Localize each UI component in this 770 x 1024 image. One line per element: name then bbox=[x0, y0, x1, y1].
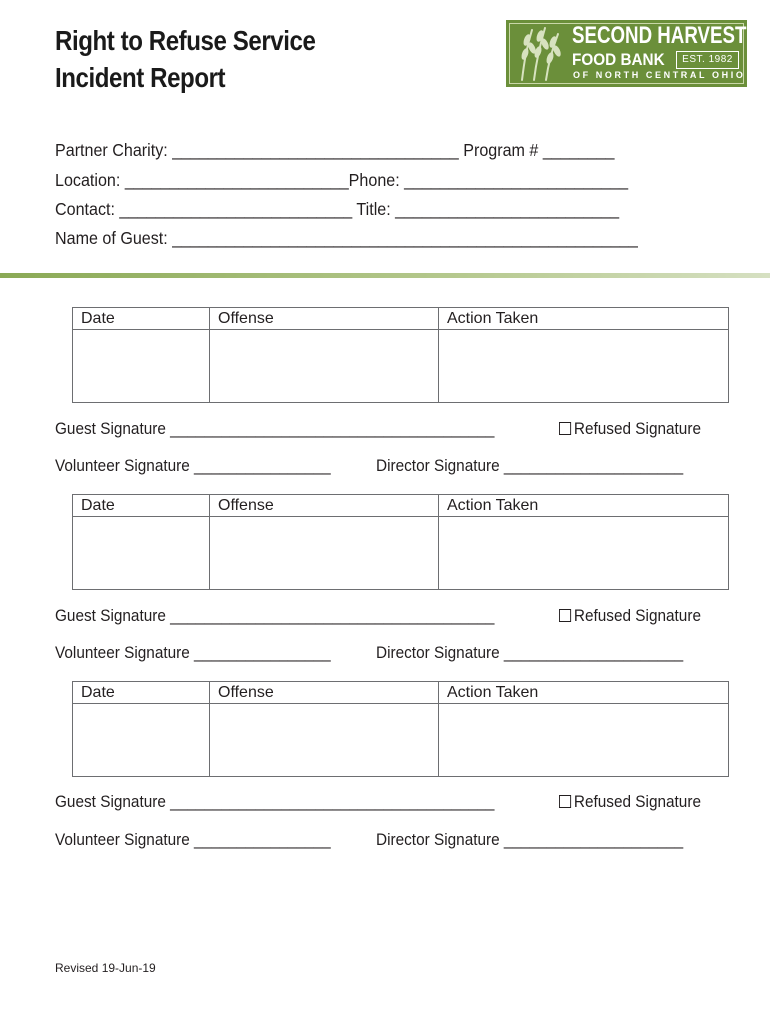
director-signature-line[interactable]: Director Signature _____________________ bbox=[376, 644, 684, 662]
date-cell[interactable] bbox=[73, 704, 210, 777]
contact-title-field[interactable]: Contact: __________________________ Title: _________________________ bbox=[55, 199, 620, 219]
refused-signature-label: Refused Signature bbox=[573, 793, 701, 811]
action-header: Action Taken bbox=[439, 308, 729, 330]
volunteer-signature-line[interactable]: Volunteer Signature ________________ bbox=[55, 644, 331, 662]
checkbox-icon[interactable] bbox=[559, 609, 571, 622]
action-cell[interactable] bbox=[439, 517, 729, 590]
guest-signature-line[interactable]: Guest Signature ______________________________________ bbox=[55, 793, 495, 811]
offense-cell[interactable] bbox=[210, 517, 439, 590]
offense-cell[interactable] bbox=[210, 330, 439, 403]
date-cell[interactable] bbox=[73, 517, 210, 590]
revision-note: Revised 19-Jun-19 bbox=[55, 961, 156, 975]
offense-header: Offense bbox=[210, 308, 439, 330]
location-phone-field[interactable]: Location: _________________________Phone: _________________________ bbox=[55, 170, 629, 190]
action-header: Action Taken bbox=[439, 495, 729, 517]
checkbox-icon[interactable] bbox=[559, 795, 571, 808]
wheat-icon bbox=[512, 24, 564, 82]
title-line-1: Right to Refuse Service bbox=[55, 25, 316, 56]
title-line-2: Incident Report bbox=[55, 62, 226, 93]
section-divider bbox=[0, 273, 770, 278]
logo-line-2: FOOD BANK bbox=[572, 50, 665, 69]
logo-line-1: SECOND HARVEST bbox=[572, 22, 747, 49]
refused-signature-option[interactable] bbox=[559, 607, 701, 626]
volunteer-signature-line[interactable]: Volunteer Signature ________________ bbox=[55, 831, 331, 849]
action-header: Action Taken bbox=[439, 682, 729, 704]
date-cell[interactable] bbox=[73, 330, 210, 403]
refused-signature-option[interactable] bbox=[559, 420, 701, 439]
refused-signature-option[interactable] bbox=[559, 793, 701, 812]
volunteer-signature-line[interactable]: Volunteer Signature ________________ bbox=[55, 457, 331, 475]
food-bank-logo bbox=[506, 20, 747, 87]
incident-table bbox=[72, 494, 729, 590]
partner-charity-field[interactable]: Partner Charity: ________________________________ Program # ________ bbox=[55, 140, 615, 160]
incident-table bbox=[72, 681, 729, 777]
date-header: Date bbox=[73, 308, 210, 330]
director-signature-line[interactable]: Director Signature _____________________ bbox=[376, 831, 684, 849]
date-header: Date bbox=[73, 682, 210, 704]
offense-cell[interactable] bbox=[210, 704, 439, 777]
offense-header: Offense bbox=[210, 495, 439, 517]
page-title bbox=[55, 22, 315, 96]
date-header: Date bbox=[73, 495, 210, 517]
logo-est-badge: EST. 1982 bbox=[676, 51, 739, 69]
action-cell[interactable] bbox=[439, 330, 729, 403]
checkbox-icon[interactable] bbox=[559, 422, 571, 435]
refused-signature-label: Refused Signature bbox=[573, 420, 701, 438]
incident-table bbox=[72, 307, 729, 403]
action-cell[interactable] bbox=[439, 704, 729, 777]
guest-signature-line[interactable]: Guest Signature ______________________________________ bbox=[55, 607, 495, 625]
refused-signature-label: Refused Signature bbox=[573, 607, 701, 625]
offense-header: Offense bbox=[210, 682, 439, 704]
logo-line-3: OF NORTH CENTRAL OHIO bbox=[573, 70, 746, 80]
guest-signature-line[interactable]: Guest Signature ______________________________________ bbox=[55, 420, 495, 438]
director-signature-line[interactable]: Director Signature _____________________ bbox=[376, 457, 684, 475]
guest-name-field[interactable]: Name of Guest: ____________________________________________________ bbox=[55, 228, 638, 248]
